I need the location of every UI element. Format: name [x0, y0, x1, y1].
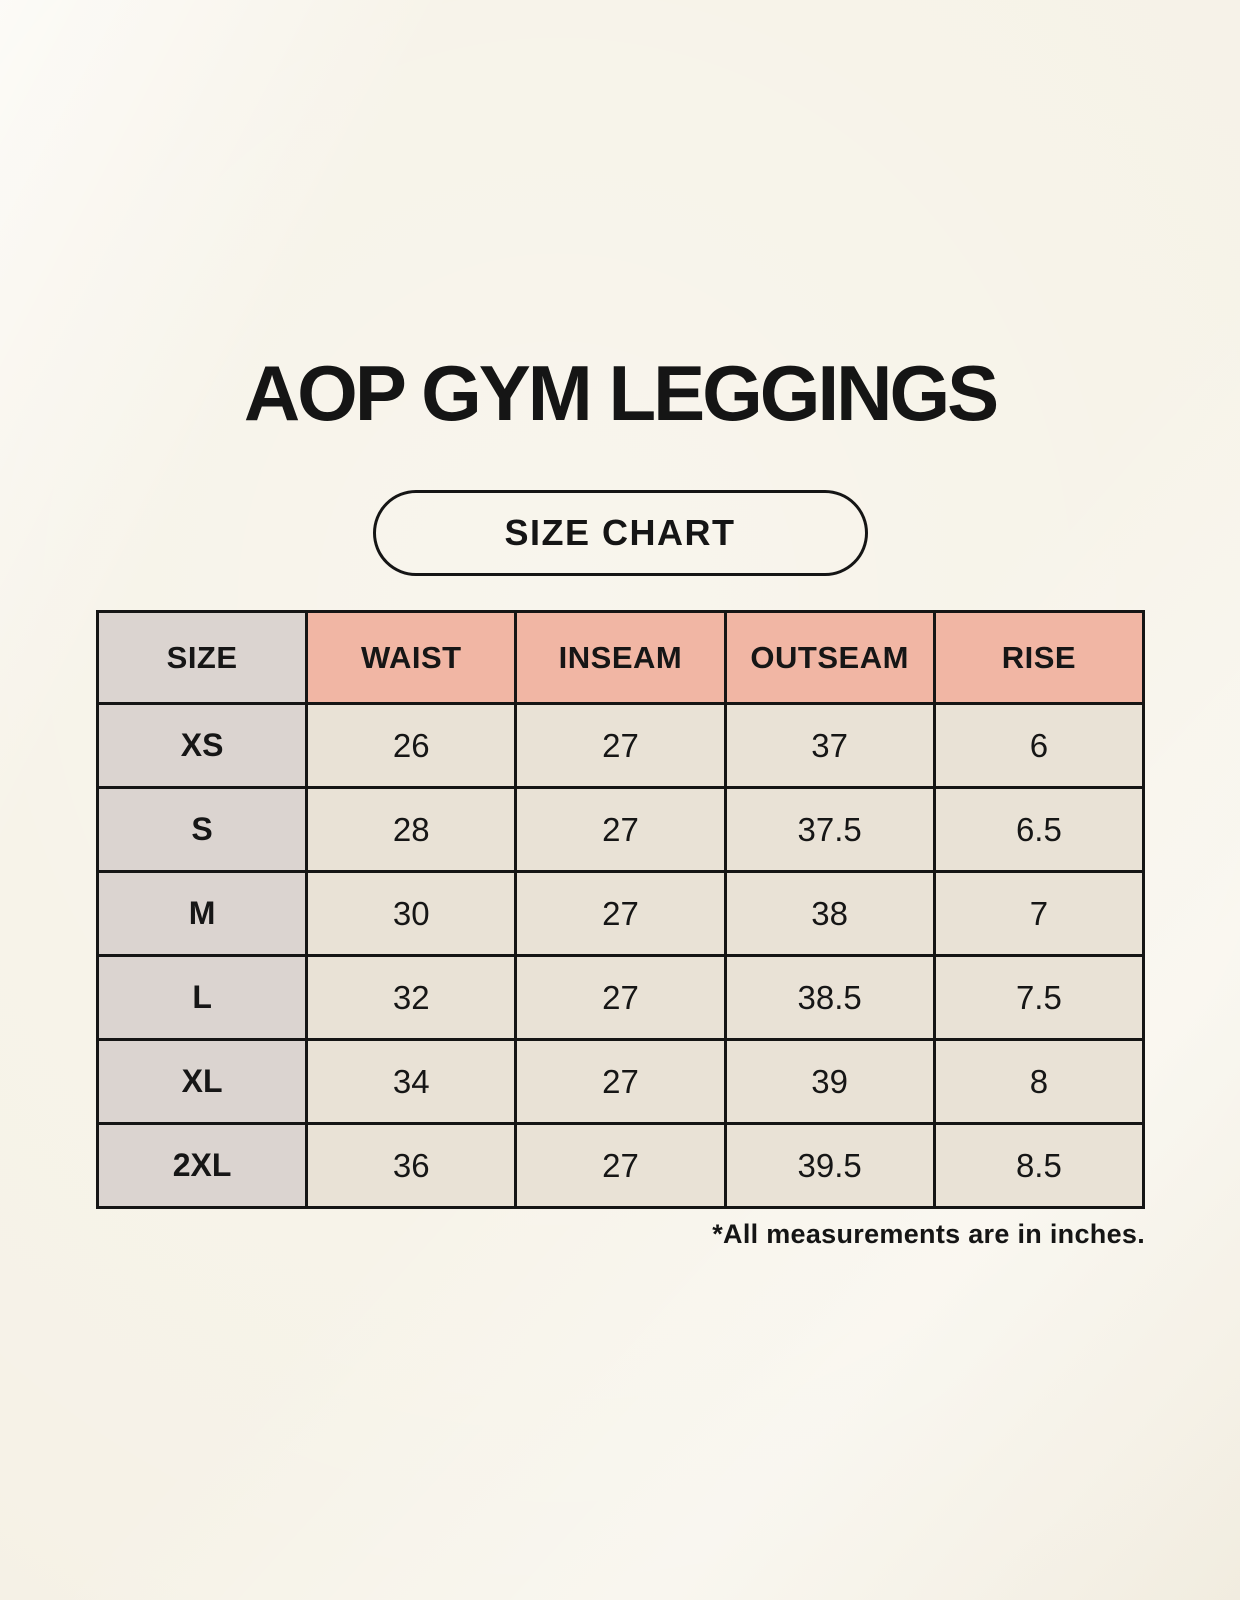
cell-xs-waist: 26 [307, 704, 516, 788]
table-row-s [98, 788, 1144, 872]
cell-xl-inseam: 27 [516, 1040, 725, 1124]
cell-m-outseam: 38 [725, 872, 934, 956]
cell-s-waist: 28 [307, 788, 516, 872]
cell-xl-waist: 34 [307, 1040, 516, 1124]
table-row-2xl [98, 1124, 1144, 1208]
row-label-s: S [98, 788, 307, 872]
cell-s-rise: 6.5 [934, 788, 1143, 872]
row-label-l: L [98, 956, 307, 1040]
row-label-xl: XL [98, 1040, 307, 1124]
size-table [96, 610, 1145, 1209]
cell-xl-outseam: 39 [725, 1040, 934, 1124]
table-row-l [98, 956, 1144, 1040]
table-row-xl [98, 1040, 1144, 1124]
cell-l-inseam: 27 [516, 956, 725, 1040]
col-header-outseam: OUTSEAM [725, 612, 934, 704]
size-chart-badge [373, 490, 868, 576]
col-header-rise: RISE [934, 612, 1143, 704]
size-chart-badge-label: SIZE CHART [504, 512, 736, 553]
table-row-m [98, 872, 1144, 956]
cell-2xl-waist: 36 [307, 1124, 516, 1208]
table-header-row [98, 612, 1144, 704]
cell-xs-outseam: 37 [725, 704, 934, 788]
cell-2xl-outseam: 39.5 [725, 1124, 934, 1208]
cell-m-rise: 7 [934, 872, 1143, 956]
badge-container [0, 490, 1240, 576]
cell-xl-rise: 8 [934, 1040, 1143, 1124]
row-label-xs: XS [98, 704, 307, 788]
cell-m-inseam: 27 [516, 872, 725, 956]
cell-l-outseam: 38.5 [725, 956, 934, 1040]
row-label-2xl: 2XL [98, 1124, 307, 1208]
cell-2xl-rise: 8.5 [934, 1124, 1143, 1208]
cell-2xl-inseam: 27 [516, 1124, 725, 1208]
cell-m-waist: 30 [307, 872, 516, 956]
col-header-inseam: INSEAM [516, 612, 725, 704]
table-row-xs [98, 704, 1144, 788]
cell-xs-inseam: 27 [516, 704, 725, 788]
cell-s-inseam: 27 [516, 788, 725, 872]
col-header-waist: WAIST [307, 612, 516, 704]
footnote: *All measurements are in inches. [712, 1219, 1145, 1249]
cell-s-outseam: 37.5 [725, 788, 934, 872]
row-label-m: M [98, 872, 307, 956]
cell-xs-rise: 6 [934, 704, 1143, 788]
col-header-size: SIZE [98, 612, 307, 704]
page-title: AOP GYM LEGGINGS [243, 349, 997, 437]
cell-l-waist: 32 [307, 956, 516, 1040]
cell-l-rise: 7.5 [934, 956, 1143, 1040]
